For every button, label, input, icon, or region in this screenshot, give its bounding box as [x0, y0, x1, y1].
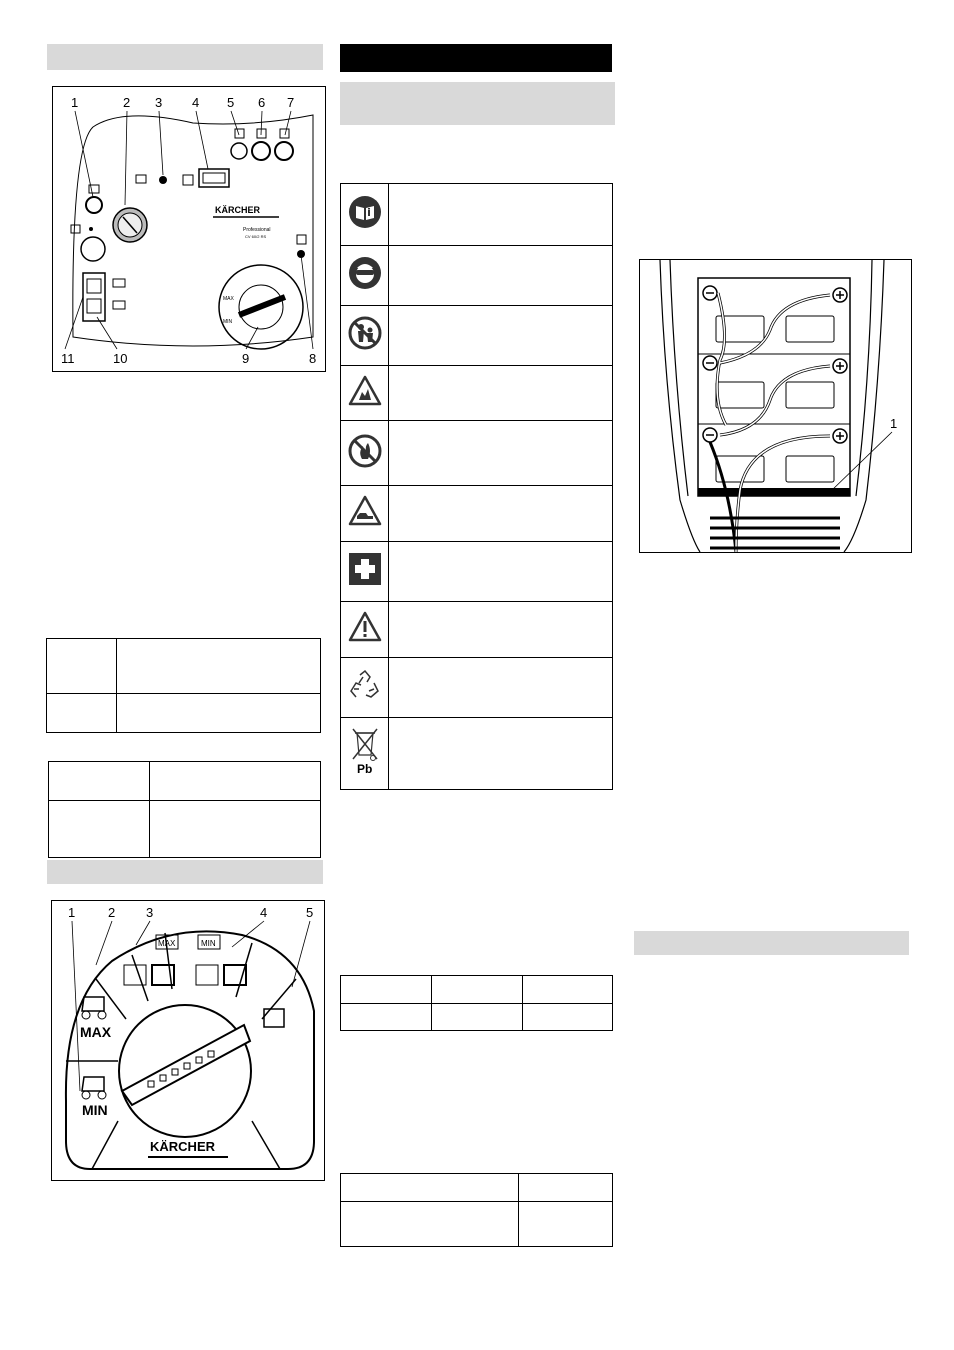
section-header-bar-left-bottom: [47, 860, 323, 884]
middle-table-two-col: [340, 1173, 613, 1247]
selector-min-label: MIN: [82, 1102, 108, 1118]
callout-4: 4: [192, 95, 200, 110]
symbol-cell: [341, 718, 389, 790]
symbol-cell: [341, 306, 389, 366]
control-panel-figure: [52, 86, 326, 372]
panel-dial-max: MAX: [223, 296, 234, 302]
section-title-bar-black: [340, 44, 612, 72]
table-row: [341, 246, 613, 306]
pb-label: Pb: [356, 762, 372, 776]
callout-3: 3: [155, 95, 163, 110]
panel-model-text: CV 60/2 RS: [245, 234, 267, 239]
callout-1: 1: [71, 95, 79, 110]
corrosive-warning-icon: [348, 495, 382, 527]
callout-2: 2: [123, 95, 131, 110]
section-header-bar-left-top: [47, 44, 323, 70]
selector-brand-text: KÄRCHER: [150, 1139, 215, 1154]
symbol-text-cell: [389, 184, 613, 246]
selector-callout-5: 5: [306, 905, 314, 920]
table-row: [47, 694, 321, 733]
symbol-text-cell: [389, 658, 613, 718]
no-fire-icon: [348, 434, 382, 468]
table-row: [341, 486, 613, 542]
symbol-cell: [341, 486, 389, 542]
table-row: [47, 639, 321, 694]
symbol-cell: [341, 542, 389, 602]
panel-brand-text: KÄRCHER: [215, 205, 260, 215]
selector-small-min: MIN: [201, 939, 216, 948]
table-row: [341, 1174, 613, 1202]
table-row: [341, 1202, 613, 1247]
symbol-text-cell: [389, 718, 613, 790]
keep-children-away-icon: [348, 316, 382, 350]
general-warning-icon: [348, 611, 382, 643]
symbol-text-cell: [389, 602, 613, 658]
symbol-text-cell: [389, 486, 613, 542]
selector-dial-figure: [51, 900, 325, 1181]
manual-icon: [348, 195, 382, 229]
symbol-text-cell: [389, 542, 613, 602]
callout-8: 8: [309, 351, 317, 366]
symbol-cell: [341, 421, 389, 486]
table-row: [341, 602, 613, 658]
table-row: [341, 366, 613, 421]
table-row: [341, 1004, 613, 1031]
symbol-text-cell: [389, 366, 613, 421]
safety-symbols-table: [340, 183, 613, 790]
table-row: [341, 421, 613, 486]
table-row: [341, 658, 613, 718]
callout-7: 7: [287, 95, 295, 110]
table-row: [341, 976, 613, 1004]
selector-callout-1: 1: [68, 905, 76, 920]
middle-table-three-col: [340, 975, 613, 1031]
table-row: [341, 184, 613, 246]
table-row: [49, 762, 321, 801]
battery-callout-1: 1: [890, 416, 898, 431]
eye-protection-icon: [348, 256, 382, 290]
selector-callout-2: 2: [108, 905, 116, 920]
symbol-cell: [341, 366, 389, 421]
symbol-text-cell: [389, 421, 613, 486]
control-panel-drawing: [53, 87, 325, 371]
section-header-bar-right: [634, 931, 909, 955]
symbol-cell: [341, 184, 389, 246]
symbol-cell: [341, 602, 389, 658]
panel-dial-min: MIN: [223, 319, 233, 325]
table-row: [341, 542, 613, 602]
left-table-2: [48, 761, 321, 858]
callout-5: 5: [227, 95, 235, 110]
left-table-1: [46, 638, 321, 733]
symbol-cell: [341, 246, 389, 306]
selector-max-label: MAX: [80, 1024, 112, 1040]
table-row: [49, 801, 321, 858]
crossed-bin-pb-icon: [348, 725, 382, 777]
panel-product-text: Professional: [243, 227, 271, 233]
battery-drawing: [640, 260, 911, 552]
table-row: [341, 306, 613, 366]
callout-11: 11: [61, 351, 75, 366]
first-aid-icon: [348, 552, 382, 586]
table-row: [341, 718, 613, 790]
selector-callout-3: 3: [146, 905, 154, 920]
selector-small-max: MAX: [158, 939, 176, 948]
callout-9: 9: [242, 351, 250, 366]
battery-connection-figure: [639, 259, 912, 553]
selector-callout-4: 4: [260, 905, 268, 920]
symbol-text-cell: [389, 306, 613, 366]
selector-dial-drawing: [52, 901, 324, 1180]
callout-10: 10: [113, 351, 128, 366]
callout-6: 6: [258, 95, 266, 110]
symbol-cell: [341, 658, 389, 718]
symbol-text-cell: [389, 246, 613, 306]
explosion-warning-icon: [348, 375, 382, 407]
section-header-bar-middle: [340, 82, 615, 125]
recycling-icon: [348, 669, 382, 701]
